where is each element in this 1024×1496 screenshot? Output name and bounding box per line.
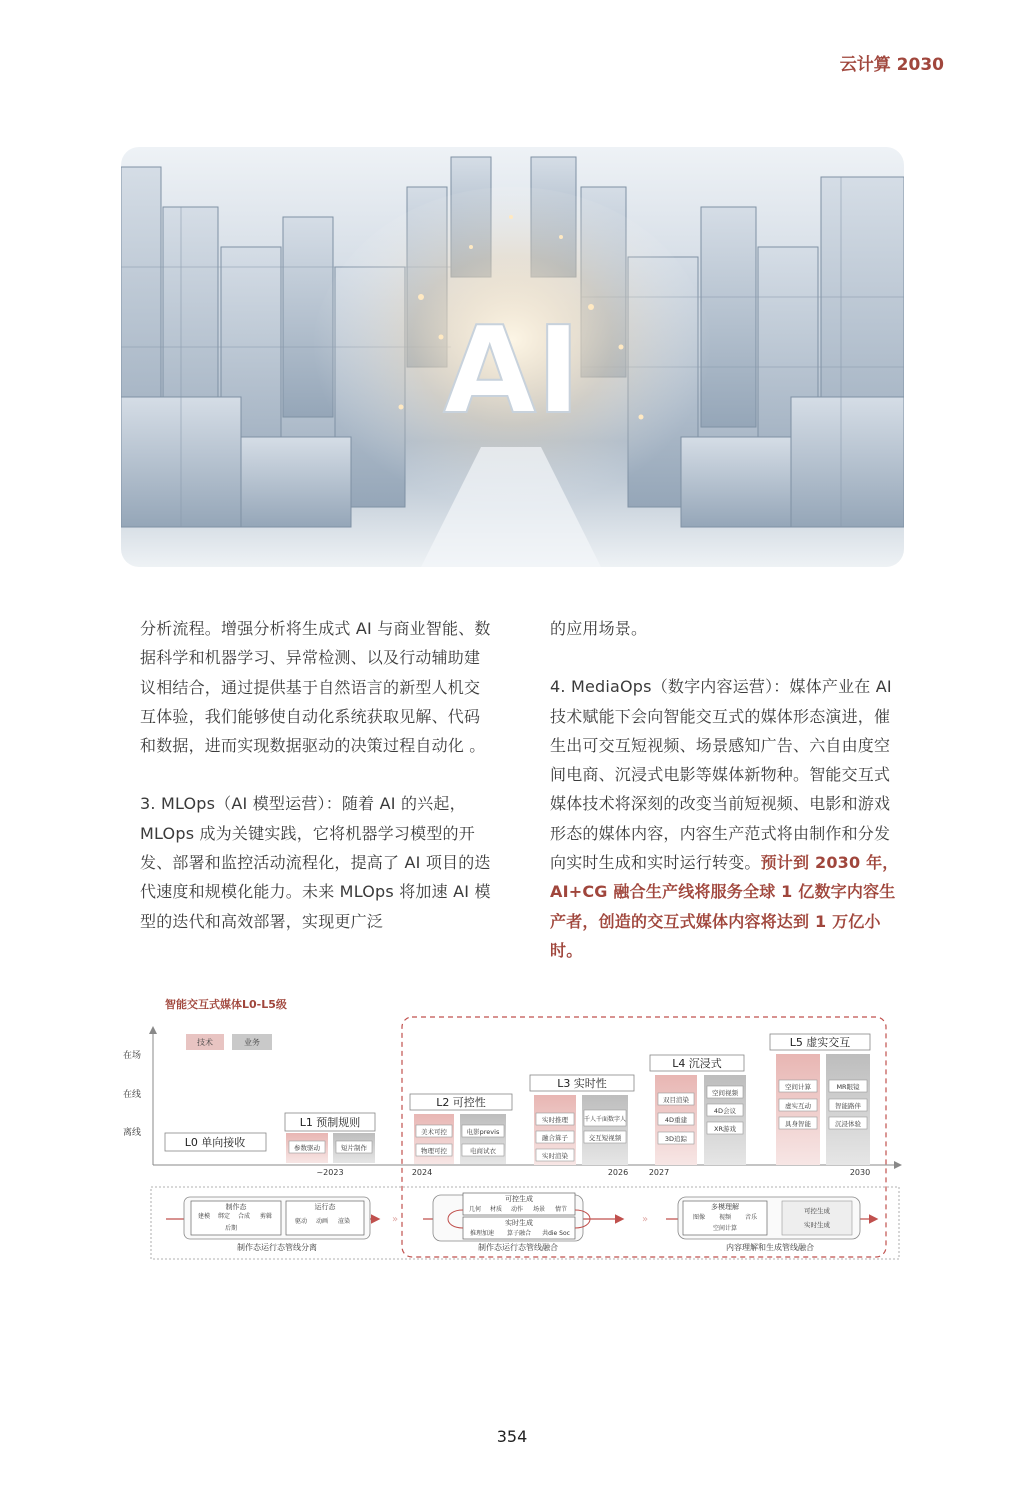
l5-item-spatial: 空间计算 xyxy=(785,1083,811,1091)
l3-item-infer: 实时推理 xyxy=(542,1116,568,1124)
year-2024: 2024 xyxy=(411,1168,433,1177)
l5-item-embodied: 具身智能 xyxy=(785,1120,811,1128)
l2-item-physics: 物理可控 xyxy=(421,1147,447,1155)
l4-item-4d: 4D重建 xyxy=(664,1116,688,1124)
p2-ctrl-2: 动作 xyxy=(510,1206,524,1213)
p2-rt-0: 推理加速 xyxy=(469,1230,495,1237)
chevron-right-icon: » xyxy=(392,1214,399,1225)
legend-business: 业务 xyxy=(244,1038,260,1047)
year-2023: ~2023 xyxy=(316,1168,344,1177)
p2-ctrl-0: 几何 xyxy=(468,1206,482,1213)
p3-mm-0: 图像 xyxy=(692,1214,706,1221)
left-column xyxy=(140,614,496,936)
l4-item-binocular: 双目渲染 xyxy=(663,1096,689,1104)
p2-rt-1: 算子融合 xyxy=(506,1230,532,1237)
paragraph-continuation: 的应用场景。 xyxy=(550,619,648,638)
level-l4: L4 沉浸式 xyxy=(672,1057,722,1070)
p1-caption: 制作态运行态管线分离 xyxy=(237,1243,317,1252)
year-2027: 2027 xyxy=(648,1168,670,1177)
hero-image xyxy=(121,147,904,567)
l4-item-xr: XR游戏 xyxy=(714,1125,736,1133)
right-column xyxy=(550,614,906,965)
l2-item-fitting: 电商试衣 xyxy=(470,1147,496,1155)
figure-title: 智能交互式媒体L0-L5级 xyxy=(165,998,287,1011)
p3-spatial: 空间计算 xyxy=(712,1225,738,1232)
l3-item-avatar: 千人千面数字人 xyxy=(583,1116,627,1123)
level-l0: L0 单向接收 xyxy=(184,1136,246,1149)
l4-item-spatial: 空间视频 xyxy=(712,1089,738,1097)
l4-item-3d: 3D追踪 xyxy=(664,1135,688,1143)
page-number: 354 xyxy=(496,1427,528,1446)
paragraph-analytics: 分析流程。增强分析将生成式 AI 与商业智能、数据科学和机器学习、异常检测、以及行动辅助建议相结合，通过提供基于自然语言的新型人机交互体验，我们能够使自动化系统获取见解、代码和数据，进而实现数据驱动的决策过程自动化 。 xyxy=(140,619,491,756)
y-label-offline: 离线 xyxy=(123,1128,142,1138)
l3-item-fusion: 融合算子 xyxy=(542,1134,568,1142)
p2-rt-2: 共die Soc xyxy=(542,1230,570,1237)
p1-post: 后期 xyxy=(224,1225,238,1232)
p2-caption: 制作态运行态管线融合 xyxy=(478,1243,558,1252)
p3-right-0: 可控生成 xyxy=(804,1207,830,1215)
l5-item-interact: 虚实互动 xyxy=(785,1102,811,1110)
l2-item-previs: 电影previs xyxy=(466,1128,500,1136)
year-2026: 2026 xyxy=(607,1168,629,1177)
p1-run-0: 驱动 xyxy=(294,1218,308,1225)
l1-item-short: 短片制作 xyxy=(341,1144,367,1152)
l5-item-immersive: 沉浸体验 xyxy=(835,1120,861,1128)
p2-ctrl-4: 情节 xyxy=(554,1206,568,1213)
hero-caption: AI xyxy=(443,302,581,441)
p1-produce-2: 合成 xyxy=(237,1213,251,1220)
l5-item-companion: 智能路伴 xyxy=(835,1102,861,1110)
l4-item-meeting: 4D会议 xyxy=(713,1107,737,1115)
p1-produce-title: 制作态 xyxy=(225,1203,247,1211)
p2-realtime-title: 实时生成 xyxy=(505,1219,533,1227)
l2-item-art: 美术可控 xyxy=(421,1128,447,1136)
mediaops-highlight: 预计到 2030 年，AI+CG 融合生产线将服务全球 1 亿数字内容生产者，创造的交互式媒体内容将达到 1 万亿小时。 xyxy=(550,853,899,960)
p2-controllable-title: 可控生成 xyxy=(505,1195,533,1203)
p2-ctrl-3: 场景 xyxy=(532,1206,546,1213)
p3-mm-1: 视频 xyxy=(718,1214,732,1221)
p3-mm-2: 音乐 xyxy=(744,1214,758,1221)
p3-caption: 内容理解和生成管线融合 xyxy=(726,1243,814,1252)
p1-produce-3: 剪辑 xyxy=(259,1213,273,1220)
running-title: 云计算 2030 xyxy=(839,55,944,75)
paragraph-mlops: 3. MLOps（AI 模型运营）：随着 AI 的兴起，MLOps 成为关键实践，它将机器学习模型的开发、部署和监控活动流程化，提高了 AI 项目的迭代速度和规模化能力。未来 MLOps 将加速 AI 模型的迭代和高效部署，实现更广泛 xyxy=(140,794,491,931)
p1-produce-0: 建模 xyxy=(197,1213,211,1220)
l3-item-interactive: 交互短视频 xyxy=(588,1134,622,1142)
media-levels-figure xyxy=(118,1010,904,1268)
l3-item-render: 实时渲染 xyxy=(542,1152,568,1160)
level-l1: L1 预制规则 xyxy=(299,1116,361,1129)
l5-item-mr: MR眼镜 xyxy=(836,1083,860,1091)
year-2030: 2030 xyxy=(849,1168,871,1177)
y-label-online: 在线 xyxy=(123,1090,142,1100)
paragraph-mediaops xyxy=(550,672,906,965)
p3-right-1: 实时生成 xyxy=(804,1221,830,1229)
p1-run-title: 运行态 xyxy=(314,1203,336,1211)
p1-produce-1: 绑定 xyxy=(217,1213,231,1220)
ai-cityscape-image xyxy=(121,147,904,567)
p1-run-2: 渲染 xyxy=(337,1218,351,1225)
p2-ctrl-1: 材质 xyxy=(489,1206,503,1213)
level-l2: L2 可控性 xyxy=(436,1096,486,1109)
level-l5: L5 虚实交互 xyxy=(789,1036,851,1049)
level-l3: L3 实时性 xyxy=(557,1077,607,1090)
l1-item-param: 参数驱动 xyxy=(294,1144,320,1152)
p3-multimodal-title: 多模理解 xyxy=(711,1203,739,1211)
legend-tech: 技术 xyxy=(197,1038,213,1047)
chevron-right-icon-2: » xyxy=(642,1214,649,1225)
p1-run-1: 动画 xyxy=(315,1218,329,1225)
mediaops-body: 4. MediaOps（数字内容运营）：媒体产业在 AI 技术赋能下会向智能交互式的媒体形态演进，催生出可交互短视频、场景感知广告、六自由度空间电商、沉浸式电影等媒体新物种。智能交互式媒体技术将深刻的改变当前短视频、电影和游戏形态的媒体内容，内容生产范式将由制作和分发向实时生成和实时运行转变。 xyxy=(550,677,892,873)
y-label-present: 在场 xyxy=(123,1051,142,1061)
